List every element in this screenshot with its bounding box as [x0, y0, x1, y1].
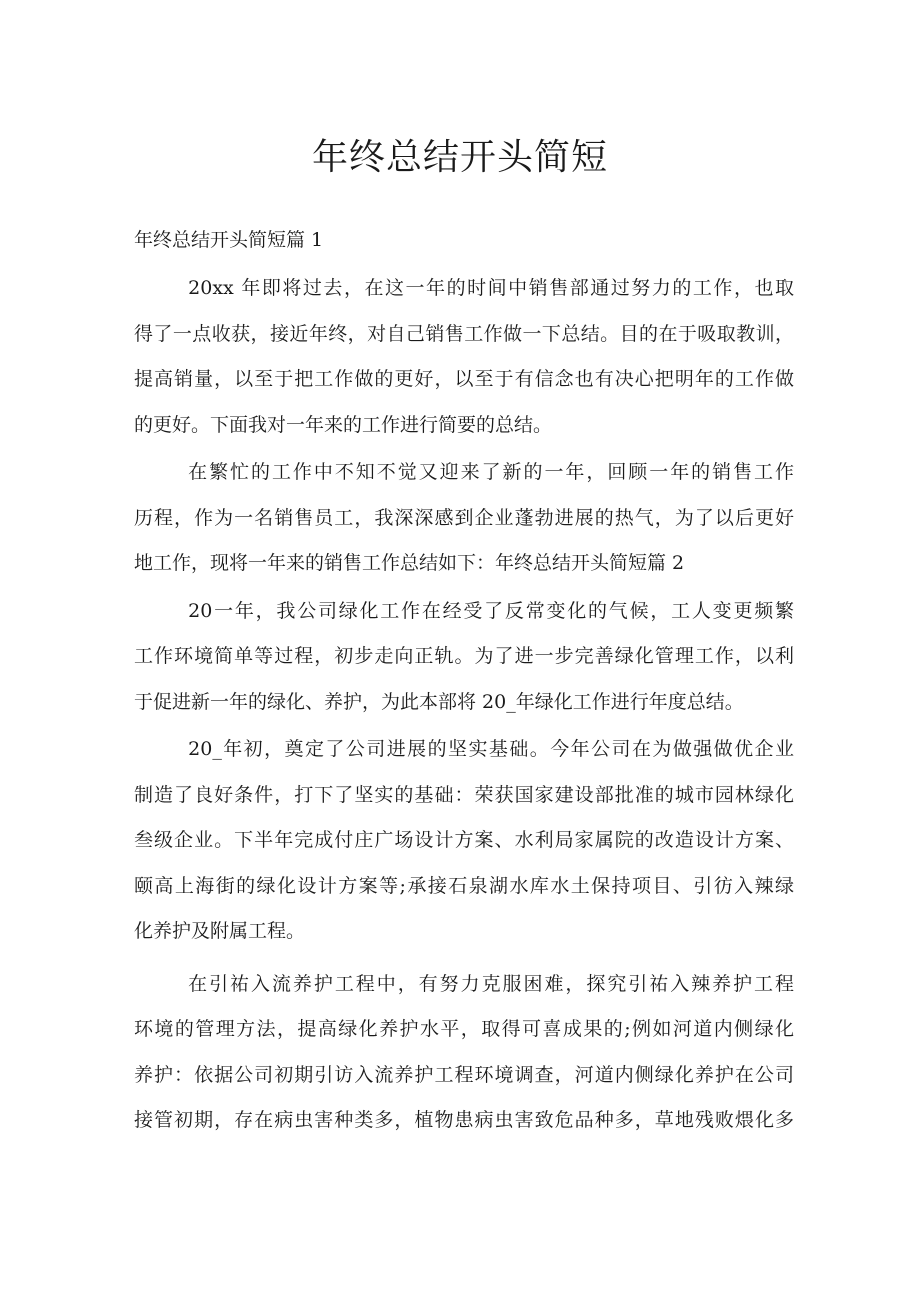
paragraph-line: 得了一点收获，接近年终，对自己销售工作做一下总结。目的在于吸取教训， [134, 322, 794, 345]
paragraph-line: 工作环境简单等过程，初步走向正轨。为了进一步完善绿化管理工作，以利 [134, 645, 794, 667]
paragraph-line: 接管初期，存在病虫害种类多，植物患病虫害致危品种多，草地残败煨化多 [134, 1109, 794, 1131]
paragraph-line: 化养护及附属工程。 [134, 920, 306, 942]
paragraph-line: 于促进新一年的绿化、养护，为此本部将 20_年绿化工作进行年度总结。 [134, 690, 744, 713]
paragraph-line: 20_年初，奠定了公司进展的坚实基础。今年公司在为做强做优企业 [188, 738, 794, 760]
paragraph-line: 20xx 年即将过去，在这一年的时间中销售部通过努力的工作，也取 [188, 277, 794, 299]
paragraph-line: 制造了良好条件，打下了坚实的基础：荣获国家建设部批准的城市园林绿化 [134, 783, 794, 806]
paragraph-line: 提高销量，以至于把工作做的更好，以至于有信念也有决心把明年的工作做 [134, 368, 794, 390]
paragraph-2 [134, 450, 794, 587]
paragraph-line: 历程，作为一名销售员工，我深深感到企业蓬勃进展的热气，为了以后更好 [134, 506, 794, 529]
paragraph-line: 叁级企业。下半年完成付庄广场设计方案、水利局家属院的改造设计方案、 [134, 829, 794, 851]
paragraph-line: 颐高上海街的绿化设计方案等;承接石泉湖水库水土保持项目、引彷入辣绿 [134, 874, 794, 897]
paragraph-line: 的更好。下面我对一年来的工作进行简要的总结。 [134, 413, 553, 436]
paragraph-line: 养护：依据公司初期引访入流养护工程环境调查，河道内侧绿化养护在公司 [134, 1063, 794, 1086]
paragraph-3 [134, 589, 794, 726]
paragraph-line: 20一年，我公司绿化工作在经受了反常变化的气候，工人变更频繁 [188, 599, 794, 622]
paragraph-5 [134, 962, 794, 1144]
document-title: 年终总结开头简短 [311, 137, 608, 178]
paragraph-line: 在繁忙的工作中不知不觉又迎来了新的一年，回顾一年的销售工作 [188, 461, 794, 483]
paragraph-line: 环境的管理方法，提高绿化养护水平，取得可喜成果的;例如河道内侧绿化 [134, 1018, 794, 1040]
document-body [134, 266, 794, 1144]
paragraph-1 [134, 266, 794, 448]
paragraph-line: 在引祐入流养护工程中，有努力克服困难，探究引祐入辣养护工程 [188, 972, 794, 995]
section-heading: 年终总结开头简短篇 1 [134, 229, 324, 251]
paragraph-line: 地工作，现将一年来的销售工作总结如下：年终总结开头简短篇 2 [134, 552, 685, 574]
paragraph-4 [134, 727, 794, 955]
